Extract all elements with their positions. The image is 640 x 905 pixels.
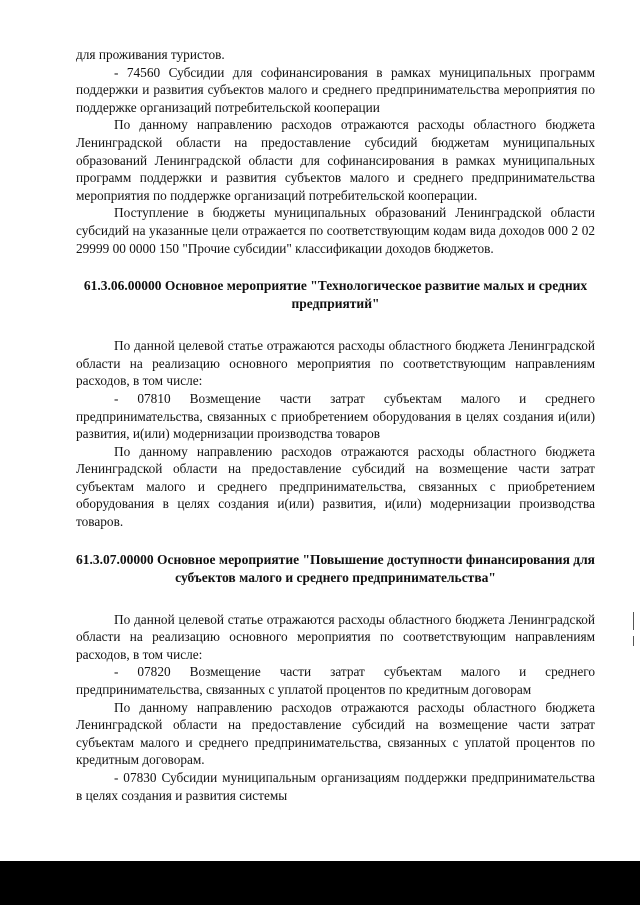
spacer — [76, 587, 595, 611]
section-heading: 61.3.07.00000 Основное мероприятие "Повышение доступности финансирования для субъектов малого и среднего предпринимательства" — [76, 551, 595, 585]
scan-artifact — [633, 612, 634, 630]
paragraph: - 07830 Субсидии муниципальным организациям поддержки предпринимательства в целях создания и развития системы — [76, 770, 595, 803]
paragraph: По данному направлению расходов отражаются расходы областного бюджета Ленинградской области на предоставление субсидий на возмещение части затрат субъектам малого и среднего предпринимательства, связанных с уплатой процентов по кредитным договорам. — [76, 699, 595, 768]
paragraph: По данной целевой статье отражаются расходы областного бюджета Ленинградской области на реализацию основного мероприятия по соответствующим направлениям расходов, в том числе: — [76, 611, 595, 662]
paragraph: По данному направлению расходов отражаются расходы областного бюджета Ленинградской области на предоставление субсидий бюджетам муниципальных образований Ленинградской области для софинансирования в рамках муниципальных программ поддержки и развития субъектов малого и среднего предпринимательства мероприятия по поддержке организаций потребительской кооперации. — [76, 117, 595, 203]
paragraph: - 74560 Субсидии для софинансирования в рамках муниципальных программ поддержки и развития субъектов малого и среднего предпринимательства мероприятия по поддержке организаций потребительской кооперации — [76, 64, 595, 115]
paragraph: для проживания туристов. — [76, 47, 225, 62]
spacer — [76, 531, 595, 551]
paragraph: По данной целевой статье отражаются расходы областного бюджета Ленинградской области на реализацию основного мероприятия по соответствующим направлениям расходов, в том числе: — [76, 338, 595, 389]
spacer — [76, 257, 595, 277]
paragraph: - 07810 Возмещение части затрат субъектам малого и среднего предпринимательства, связанных с приобретением оборудования в целях создания и(или) развития, и(или) модернизации производства товаров — [76, 390, 595, 442]
paragraph: - 07820 Возмещение части затрат субъектам малого и среднего предпринимательства, связанных с уплатой процентов по кредитным договорам — [76, 664, 595, 698]
spacer — [76, 313, 595, 337]
paragraph: Поступление в бюджеты муниципальных образований Ленинградской области субсидий на указанные цели отражается по соответствующим кодам вида доходов 000 2 02 29999 00 0000 150 "Прочие субсидии" классификации доходов бюджетов. — [76, 205, 595, 256]
section-heading: 61.3.06.00000 Основное мероприятие "Технологическое развитие малых и средних предприятий" — [83, 278, 588, 312]
scan-artifact — [633, 636, 634, 646]
scan-bottom-edge — [0, 861, 640, 905]
paragraph: По данному направлению расходов отражаются расходы областного бюджета Ленинградской области на предоставление субсидий на возмещение части затрат субъектам малого и среднего предпринимательства, связанных с приобретением оборудования в целях создания и(или) развития, и(или) модернизации производства товаров. — [76, 443, 595, 530]
document-body — [76, 46, 595, 804]
